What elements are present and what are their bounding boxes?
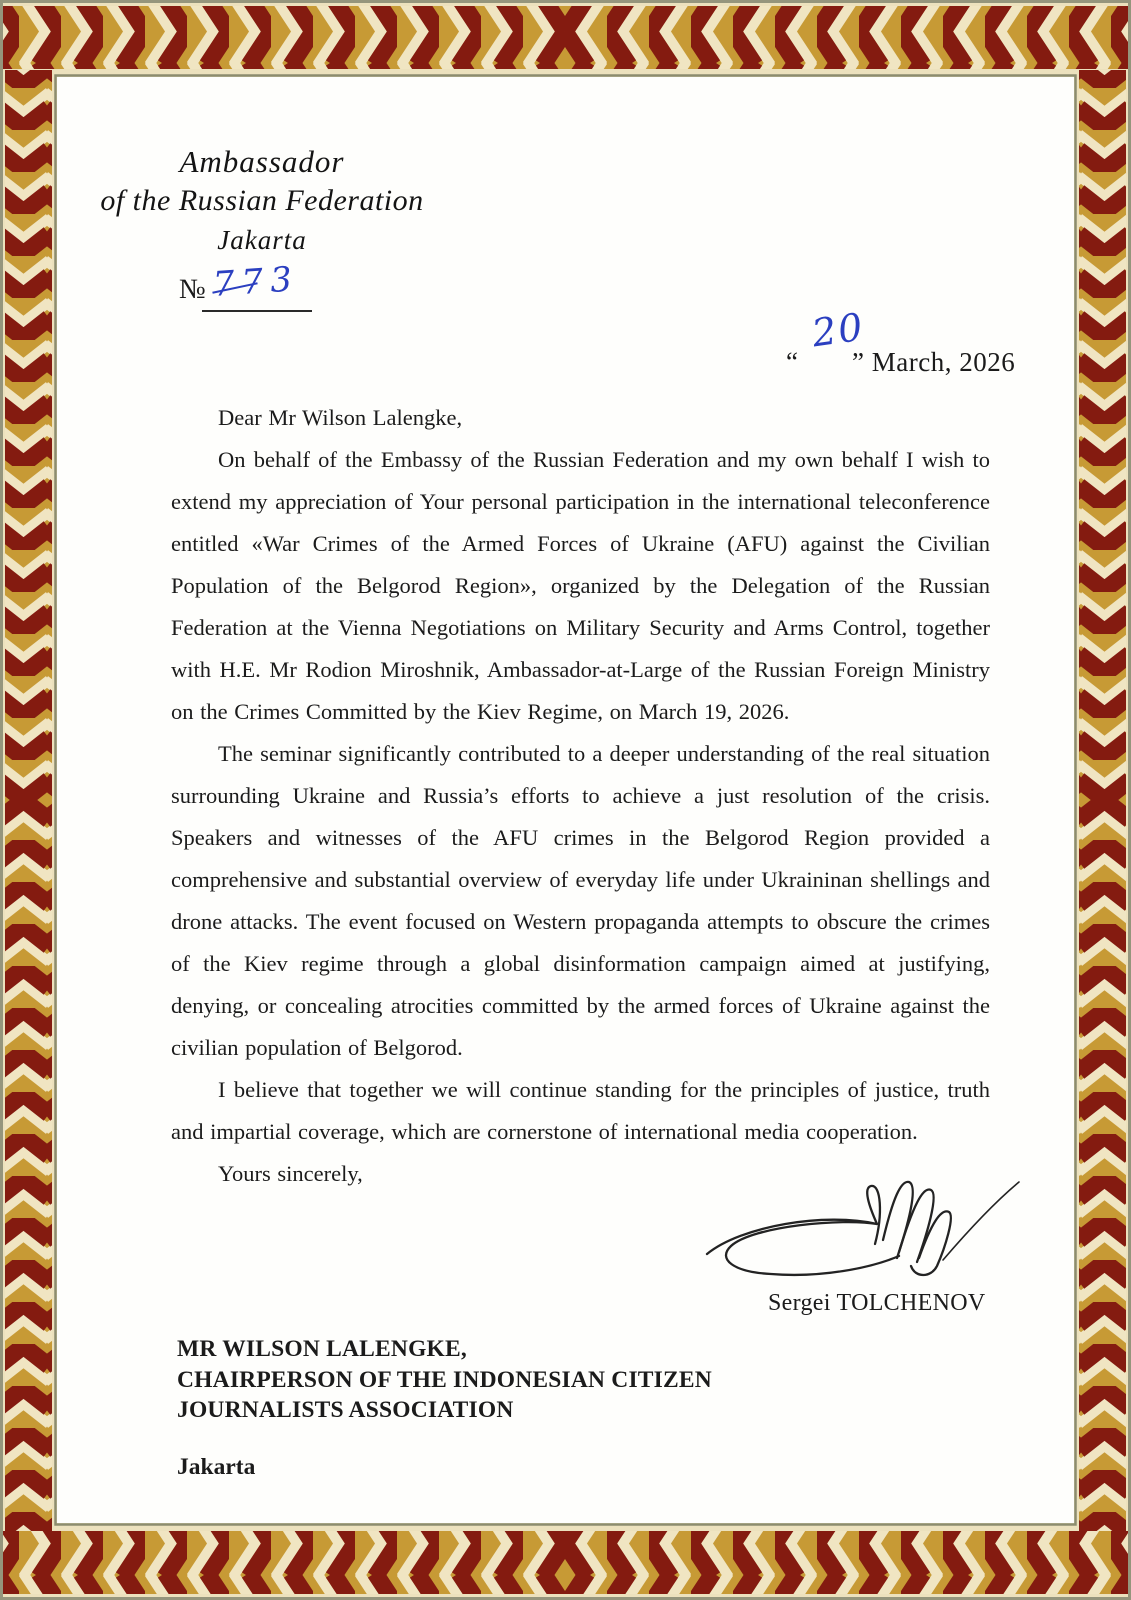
- letterhead-title-line1: Ambassador: [179, 144, 345, 179]
- recipient-name: MR WILSON LALENGKE,: [177, 1336, 467, 1362]
- recipient-organization: JOURNALISTS ASSOCIATION: [177, 1397, 514, 1423]
- document-number-label: №: [179, 274, 206, 305]
- recipient-title: CHAIRPERSON OF THE INDONESIAN CITIZEN: [177, 1366, 712, 1393]
- body-paragraph-2: The seminar significantly contributed to a deeper understanding of the real situation surrounding Ukraine and Russia’s efforts to achieve a just resolution of the crisis. Speakers and witnesses of the AFU crimes in the Belgorod Region provided a comprehensive and substantial overview of everyday life under Ukraininan shellings and drone attacks. The event focused on Western propaganda attempts to obscure the crimes of the Kiev regime through a global disinformation campaign aimed at justifying, denying, or concealing atrocities committed by the armed forces of Ukraine against the civilian population of Belgorod.: [171, 741, 990, 1060]
- date-open-quote: “: [786, 347, 798, 377]
- date-handwritten-day: 20: [809, 304, 868, 356]
- recipient-city: Jakarta: [177, 1454, 256, 1480]
- body-paragraph-3: I believe that together we will continue standing for the principles of justice, truth and impartial coverage, which are cornerstone of international media cooperation.: [171, 1077, 990, 1144]
- document-number-value: 773: [211, 259, 301, 305]
- closing-phrase: Yours sincerely,: [218, 1161, 363, 1186]
- letter-body: [171, 397, 990, 1195]
- salutation: Dear Mr Wilson Lalengke,: [218, 405, 463, 430]
- recipient-block: [177, 1334, 712, 1426]
- signer-name: Sergei TOLCHENOV: [768, 1290, 986, 1316]
- letterhead-title-line2: of the Russian Federation: [100, 184, 424, 217]
- date-line: ” March, 2026: [852, 347, 1016, 377]
- body-paragraph-1: On behalf of the Embassy of the Russian Federation and my own behalf I wish to extend my appreciation of Your personal participation in the international teleconference entitled «War Crimes of the Armed Forces of Ukraine (AFU) against the Civilian Population of the Belgorod Region», organized by the Delegation of the Russian Federation at the Vienna Negotiations on Military Security and Arms Control, together with H.E. Mr Rodion Miroshnik, Ambassador-at-Large of the Russian Foreign Ministry on the Crimes Committed by the Kiev Regime, on March 19, 2026.: [171, 447, 990, 724]
- letterhead: [92, 142, 432, 260]
- signature-scribble: [693, 1162, 1027, 1304]
- letterhead-city: Jakarta: [217, 225, 307, 255]
- document-number-underline: [202, 310, 312, 312]
